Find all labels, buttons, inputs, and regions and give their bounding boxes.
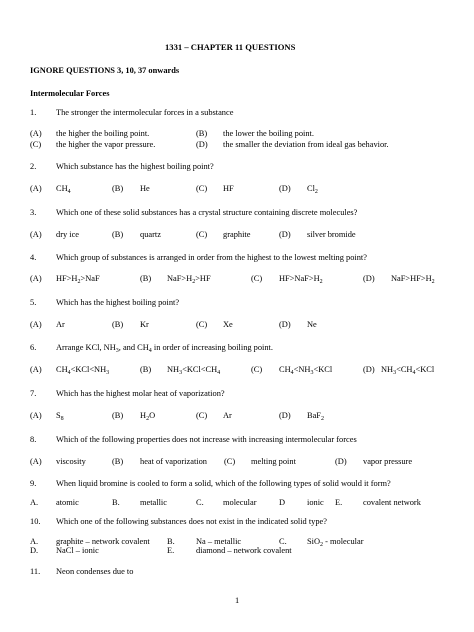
question-number: 8. [30, 435, 37, 444]
option-label: (B) [112, 320, 124, 329]
option-label: C. [196, 498, 204, 507]
question-text: Which has the highest boiling point? [56, 298, 180, 307]
option-label: (A) [30, 365, 42, 374]
option-b: quartz [140, 230, 161, 239]
option-label: (B) [112, 457, 124, 466]
option-label: (C) [30, 140, 42, 149]
option-label: (C) [196, 411, 208, 420]
question-number: 7. [30, 389, 37, 398]
option-label: (B) [140, 365, 152, 374]
ignore-note: IGNORE QUESTIONS 3, 10, 37 onwards [30, 66, 180, 75]
question-text: Arrange KCl, $NH_3$, and $CH_4$ in order of increasing boiling point. [56, 343, 273, 354]
option-label: (C) [196, 184, 208, 193]
option-label: A. [30, 537, 39, 546]
question-number: 10. [30, 517, 41, 526]
option-b: Kr [140, 320, 149, 329]
option-b: Na – metallic [196, 537, 242, 546]
option-d: BaF$_2$ [307, 411, 324, 422]
option-label: (D) [196, 140, 208, 149]
option-d: $Cl_2$ [307, 184, 318, 195]
question-text: Which one of the following substances does not exist in the indicated solid type? [56, 517, 327, 526]
option-b: metallic [140, 498, 167, 507]
option-label: (D) [279, 230, 291, 239]
option-label: (B) [112, 230, 124, 239]
option-b: $NaF>H_2>HF$ [167, 274, 211, 285]
option-a: Ar [56, 320, 65, 329]
option-label: E. [335, 498, 343, 507]
question-number: 2. [30, 162, 37, 171]
option-d: the smaller the deviation from ideal gas behavior. [223, 140, 389, 149]
option-d: ionic [307, 498, 324, 507]
option-label: (C) [251, 274, 263, 283]
option-a: graphite – network covalent [56, 537, 150, 546]
option-a: the higher the boiling point. [56, 129, 150, 138]
option-label: D. [30, 546, 39, 555]
option-b: $H_2O$ [140, 411, 156, 422]
option-label: (B) [196, 129, 208, 138]
option-label: (A) [30, 184, 42, 193]
option-label: (C) [251, 365, 263, 374]
option-b: $NH_3<KCl<CH_4$ [167, 365, 221, 376]
option-c: Ar [223, 411, 232, 420]
option-d: silver bromide [307, 230, 356, 239]
option-label: (D) [279, 320, 291, 329]
option-label: (A) [30, 320, 42, 329]
option-c: $HF>NaF>H_2$ [279, 274, 323, 285]
section-heading: Intermolecular Forces [30, 89, 110, 98]
option-label: (C) [196, 320, 208, 329]
question-text: When liquid bromine is cooled to form a solid, which of the following types of solid would it form? [56, 479, 391, 488]
option-d: $NaF>HF>H_2$ [391, 274, 435, 285]
page-title: 1331 – CHAPTER 11 QUESTIONS [165, 42, 296, 52]
question-number: 11. [30, 567, 41, 576]
option-a: $CH_4<KCl<NH_3$ [56, 365, 110, 376]
option-a: dry ice [56, 230, 80, 239]
option-label: (D) [335, 457, 347, 466]
question-number: 9. [30, 479, 37, 488]
question-number: 1. [30, 108, 37, 117]
option-d: $NH_3<CH_4<KCl$ [381, 365, 435, 376]
question-number: 5. [30, 298, 37, 307]
option-label: (A) [30, 129, 42, 138]
question-number: 3. [30, 208, 37, 217]
question-text: The stronger the intermolecular forces in a substance [56, 108, 234, 117]
option-b: the lower the boiling point. [223, 129, 314, 138]
option-label: (A) [30, 411, 42, 420]
option-label: (A) [30, 274, 42, 283]
option-label: A. [30, 498, 39, 507]
option-c: melting point [251, 457, 296, 466]
option-c: Xe [223, 320, 233, 329]
option-b: heat of vaporization [140, 457, 207, 466]
option-label: B. [167, 537, 175, 546]
option-label: E. [167, 546, 175, 555]
option-label: (D) [279, 184, 291, 193]
question-number: 4. [30, 253, 37, 262]
option-d: Ne [307, 320, 317, 329]
option-label: (D) [279, 411, 291, 420]
option-label: (B) [140, 274, 152, 283]
option-label: (A) [30, 230, 42, 239]
question-text: Which one of these solid substances has a crystal structure containing discrete molecules? [56, 208, 358, 217]
option-a: atomic [56, 498, 79, 507]
option-label: B. [112, 498, 120, 507]
option-a: $CH_4$ [56, 184, 71, 195]
option-c: the higher the vapor pressure. [56, 140, 156, 149]
question-text: Which has the highest molar heat of vaporization? [56, 389, 225, 398]
option-c: $CH_4<NH_3<KCl$ [279, 365, 333, 376]
option-c: SiO$_2$ - molecular [307, 537, 364, 548]
page-number: 1 [235, 596, 240, 605]
option-b: He [140, 184, 150, 193]
option-label: (D) [363, 274, 375, 283]
option-label: (C) [196, 230, 208, 239]
question-text: Which group of substances is arranged in order from the highest to the lowest melting point? [56, 253, 367, 262]
option-label: (D) [363, 365, 375, 374]
option-a: viscosity [56, 457, 86, 466]
option-d: NaCl – ionic [56, 546, 99, 555]
option-d: vapor pressure [363, 457, 413, 466]
option-e: diamond – network covalent [196, 546, 292, 555]
option-c: HF [223, 184, 234, 193]
option-label: (C) [224, 457, 236, 466]
question-number: 6. [30, 343, 37, 352]
option-a: $HF>H_2>NaF$ [56, 274, 100, 285]
option-e: covalent network [363, 498, 421, 507]
option-label: (B) [112, 411, 124, 420]
question-text: Neon condenses due to [56, 567, 134, 576]
question-text: Which substance has the highest boiling point? [56, 162, 214, 171]
option-label: (A) [30, 457, 42, 466]
option-c: graphite [223, 230, 251, 239]
option-c: molecular [223, 498, 257, 507]
option-a: $S_8$ [56, 411, 64, 422]
question-text: Which of the following properties does not increase with increasing intermolecular forces [56, 435, 357, 444]
option-label: (B) [112, 184, 124, 193]
option-label: C. [279, 537, 287, 546]
option-label: D [279, 498, 286, 507]
